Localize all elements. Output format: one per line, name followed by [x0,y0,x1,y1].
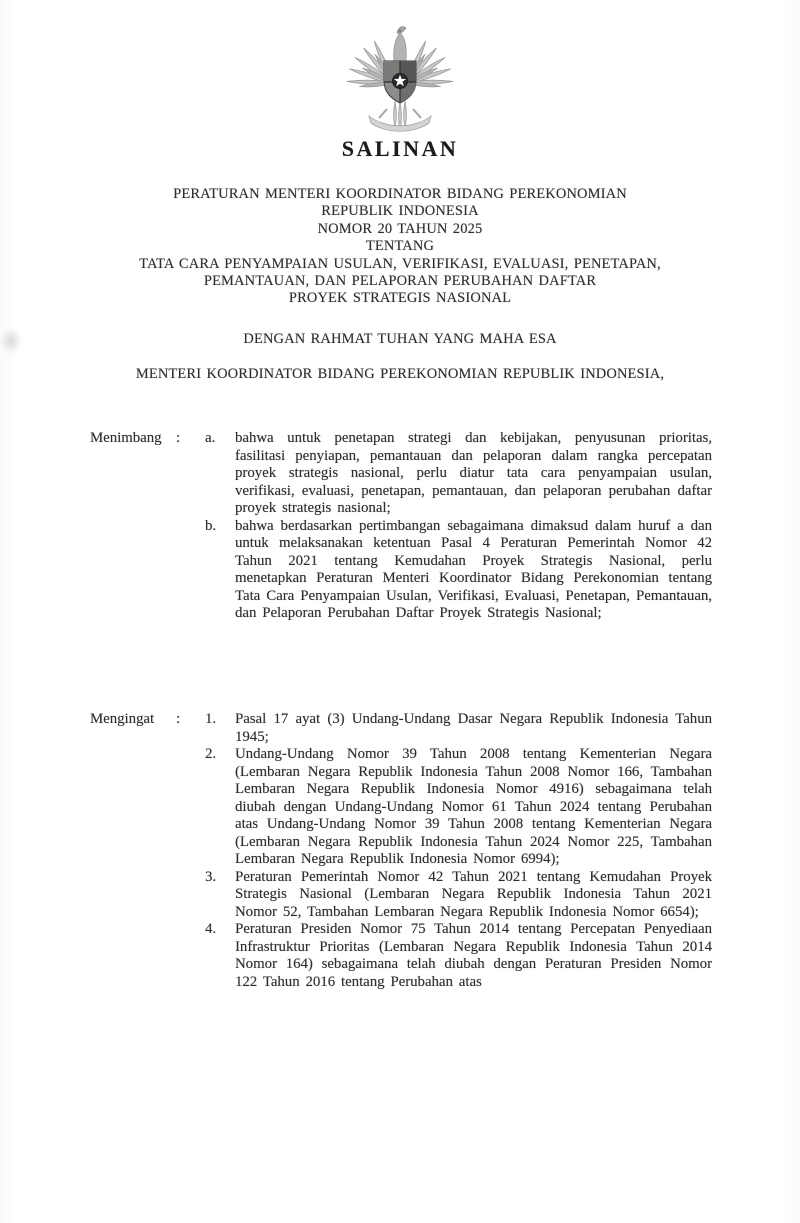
title-line: PEMANTAUAN, DAN PELAPORAN PERUBAHAN DAFTAR [203,273,597,290]
item-marker: 3. [205,868,217,885]
document-title-block [60,186,740,308]
item-text: bahwa untuk penetapan strategi dan kebijakan, penyusunan prioritas, fasilitasi penyiapan, pemantauan dan pelaporan dalam rangka percepatan proyek strategis nasional, perlu diatur tata cara penyampaian usulan, verifikasi, evaluasi, penetapan, pemantauan, dan pelaporan perubahan daftar proyek strategis nasional; [235,430,712,516]
salinan-stamp: SALINAN [341,136,459,161]
item-marker: b. [205,517,217,534]
invocation-line: DENGAN RAHMAT TUHAN YANG MAHA ESA [243,331,557,347]
title-line: NOMOR 20 TAHUN 2025 [317,220,483,237]
title-line: TENTANG [365,238,435,255]
mengingat-item-1 [90,711,712,746]
mengingat-item-2 [90,746,712,869]
item-marker: a. [205,430,216,446]
menimbang-colon: : [176,430,181,446]
mengingat-colon: : [176,711,181,727]
scan-smudge-artifact [0,328,22,354]
item-text: Peraturan Presiden Nomor 75 Tahun 2014 tentang Percepatan Penyediaan Infrastruktur Prioritas (Lembaran Negara Republik Indonesia Tahun 2014 Nomor 164) sebagaimana telah diubah dengan Peraturan Presiden Nomor 122 Tahun 2016 tentang Perubahan atas [235,921,712,990]
item-text: bahwa berdasarkan pertimbangan sebagaimana dimaksud dalam huruf a dan untuk melaksanakan ketentuan Pasal 4 Peraturan Pemerintah Nomor 42 Tahun 2021 tentang Kemudahan Proyek Strategis Nasional, perlu menetapkan Peraturan Menteri Koordinator Bidang Perekonomian tentang Tata Cara Penyampaian Usulan, Verifikasi, Evaluasi, Penetapan, Pemantauan, dan Pelaporan Perubahan Daftar Proyek Strategis Nasional; [235,517,712,621]
menimbang-section [90,430,712,623]
mengingat-item-4 [90,921,712,991]
item-text: Peraturan Pemerintah Nomor 42 Tahun 2021 tentang Kemudahan Proyek Strategis Nasional (Lembaran Negara Republik Indonesia Tahun 2021 Nomor 52, Tambahan Lembaran Negara Republik Indonesia Nomor 6654); [235,868,712,920]
title-line: PERATURAN MENTERI KOORDINATOR BIDANG PEREKONOMIAN [173,186,627,202]
item-marker: 1. [205,711,217,727]
item-marker: 4. [205,921,217,937]
mengingat-item-3 [90,869,712,922]
mengingat-label: Mengingat [90,711,155,727]
title-line: REPUBLIK INDONESIA [321,203,479,220]
menimbang-label: Menimbang [90,430,162,446]
title-line: PROYEK STRATEGIS NASIONAL [288,290,512,307]
garuda-pancasila-emblem-icon [339,19,461,137]
issuer-line: MENTERI KOORDINATOR BIDANG PEREKONOMIAN REPUBLIK INDONESIA, [135,366,665,382]
item-text: Pasal 17 ayat (3) Undang-Undang Dasar Negara Republik Indonesia Tahun 1945; [235,711,712,745]
title-line: TATA CARA PENYAMPAIAN USULAN, VERIFIKASI, EVALUASI, PENETAPAN, [139,255,661,272]
item-marker: 2. [205,746,217,762]
menimbang-item-b [90,518,712,623]
menimbang-item-a [90,430,712,518]
item-text: Undang-Undang Nomor 39 Tahun 2008 tentang Kementerian Negara (Lembaran Negara Republik Indonesia Tahun 2008 Nomor 166, Tambahan Lembaran Negara Republik Indonesia Nomor 4916) sebagaimana telah diubah dengan Undang-Undang Nomor 61 Tahun 2024 tentang Perubahan atas Undang-Undang Nomor 39 Tahun 2008 tentang Kementerian Negara (Lembaran Negara Republik Indonesia Tahun 2024 Nomor 225, Tambahan Lembaran Negara Republik Indonesia Nomor 6994); [235,746,712,867]
mengingat-section [90,711,712,991]
